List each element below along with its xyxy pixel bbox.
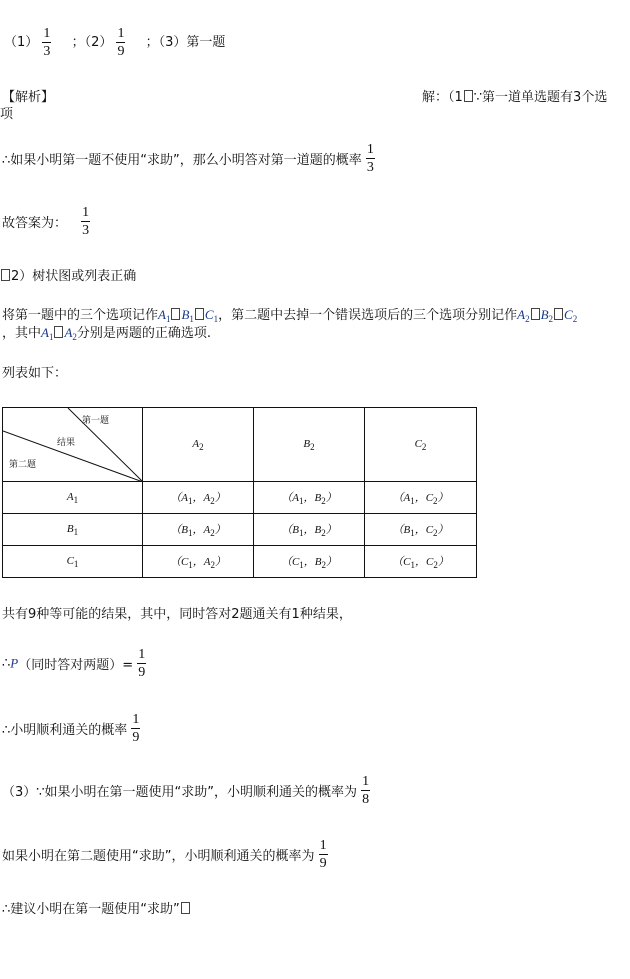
part2-heading: 2）树状图或列表正确 <box>0 265 136 284</box>
col-header-2: $C_2$ <box>365 408 477 482</box>
table-row <box>3 482 477 514</box>
part3-line2: 如果小明在第二题使用“求助”，小明顺利通关的概率为 $\frac{1}{9}$ <box>2 838 327 871</box>
table-row <box>3 514 477 546</box>
part1-fraction: $\frac{1}{3}$ <box>366 142 374 175</box>
missing-glyph-icon <box>1 269 10 281</box>
table-cell: （$C_1$，$A_2$） <box>143 546 254 578</box>
answer-3-label: ；（3）第一题 <box>145 35 226 50</box>
table-cell: （$A_1$，$B_2$） <box>254 482 365 514</box>
part3-fraction-1: $\frac{1}{8}$ <box>362 774 370 807</box>
table-row <box>3 546 477 578</box>
missing-glyph-icon <box>464 90 473 102</box>
outcome-table <box>2 407 477 578</box>
conclusion-line: ∴建议小明在第一题使用“求助” <box>2 898 191 917</box>
answer-2-label: ；（2） <box>71 35 113 50</box>
row-header-0: $A_1$ <box>3 482 143 514</box>
missing-glyph-icon <box>181 902 190 914</box>
analysis-solution-start: 解：（1 ∵第一道单选题有3个选 <box>422 90 608 105</box>
corner-label-second: 第二题 <box>9 460 37 470</box>
table-corner-cell <box>3 408 143 482</box>
corner-label-result: 结果 <box>57 438 76 448</box>
row-header-2: $C_1$ <box>3 546 143 578</box>
answer-2-fraction: $\frac{1}{9}$ <box>117 26 125 59</box>
pass-fraction: $\frac{1}{9}$ <box>132 712 140 745</box>
part3-fraction-2: $\frac{1}{9}$ <box>319 838 327 871</box>
analysis-heading: 【解析】 <box>2 90 55 105</box>
col-header-0: $A_2$ <box>143 408 254 482</box>
answers-line <box>4 26 225 59</box>
table-cell: （$A_1$，$C_2$） <box>365 482 477 514</box>
col-header-1: $B_2$ <box>254 408 365 482</box>
answer-line: 故答案为： $\frac{1}{3}$ <box>2 205 90 238</box>
both-correct-probability: ∴P（同时答对两题）= $\frac{1}{9}$ <box>2 647 146 680</box>
answer-1-fraction: $\frac{1}{3}$ <box>43 26 51 59</box>
answer-fraction: $\frac{1}{3}$ <box>82 205 90 238</box>
table-cell: （$B_1$，$C_2$） <box>365 514 477 546</box>
corner-label-first: 第一题 <box>82 416 110 426</box>
answer-1-label: （1） <box>4 35 39 50</box>
table-cell: （$B_1$，$B_2$） <box>254 514 365 546</box>
analysis-wrap: 项 <box>0 107 14 122</box>
table-cell: （$A_1$，$A_2$） <box>143 482 254 514</box>
table-cell: （$C_1$，$B_2$） <box>254 546 365 578</box>
part2-line1: 将第一题中的三个选项记作$A_1$ $B_1$ $C_1$，第二题中去掉一个错误选项后的三个选项分别记作$A_2$ $B_2$ $C_2$ <box>2 307 578 324</box>
table-cell: （$B_1$，$A_2$） <box>143 514 254 546</box>
list-intro: 列表如下： <box>2 366 68 381</box>
part2-line2: ，其中$A_1$ $A_2$分别是两题的正确选项. <box>2 325 212 342</box>
both-correct-fraction: $\frac{1}{9}$ <box>138 647 146 680</box>
total-outcomes-line: 共有9种等可能的结果，其中，同时答对2题通关有1种结果， <box>2 607 352 622</box>
part3-line1: （3）∵如果小明在第一题使用“求助”，小明顺利通关的概率为 $\frac{1}{8}$ <box>2 774 370 807</box>
part1-probability-line: ∴如果小明第一题不使用“求助”，那么小明答对第一道题的概率 $\frac{1}{3}$ <box>2 142 374 175</box>
table-header-row <box>3 408 477 482</box>
row-header-1: $B_1$ <box>3 514 143 546</box>
table-cell: （$C_1$，$C_2$） <box>365 546 477 578</box>
pass-probability: ∴小明顺利通关的概率 $\frac{1}{9}$ <box>2 712 140 745</box>
